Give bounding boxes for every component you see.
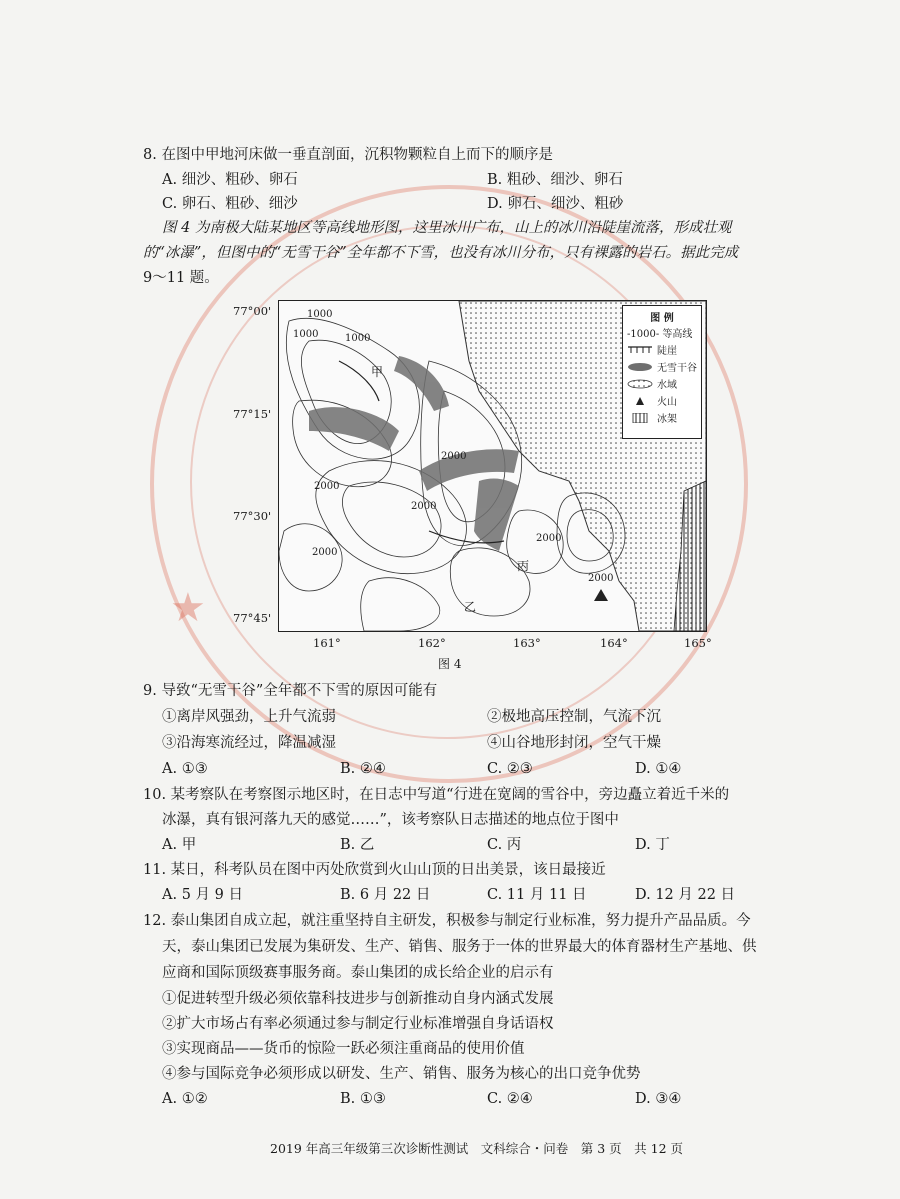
q11-option-c: C. 11 月 11 日 [487,887,587,903]
legend-item-volcano [623,392,701,409]
q8-option-d: D. 卵石、细沙、粗砂 [487,196,624,212]
legend-water-label: 水域 [657,380,677,391]
q12-stem-line-3: 应商和国际顶级赛事服务商。泰山集团的成长给企业的启示有 [162,965,554,981]
lon-label-163: 163° [513,636,541,650]
lon-label-161: 161° [313,636,341,650]
q9-option-d: D. ①④ [635,761,682,777]
legend-dry-valley-label: 无雪干谷 [657,363,697,374]
q9-statement-4: ④山谷地形封闭，空气干燥 [487,735,661,751]
q12-option-b: B. ①③ [340,1091,386,1107]
q10-option-b: B. 乙 [340,837,375,853]
q9-statement-1: ①离岸风强劲，上升气流弱 [162,709,336,725]
intro-line-3: 9～11 题。 [143,270,219,286]
q9-stem: 9. 导致“无雪干谷”全年都不下雪的原因可能有 [143,683,438,699]
q8-option-a: A. 细沙、粗砂、卵石 [162,172,298,188]
legend-ice-shelf-label: 冰架 [657,414,677,425]
q11-option-d: D. 12 月 22 日 [635,887,736,903]
q12-statement-2: ②扩大市场占有率必须通过参与制定行业标准增强自身话语权 [162,1016,554,1032]
q12-statement-4: ④参与国际竞争必须形成以研发、生产、销售、服务为核心的出口竞争优势 [162,1066,641,1082]
legend-contour-label: -1000- 等高线 [627,329,693,340]
water-symbol-icon [627,379,653,389]
intro-line-1: 图 4 为南极大陆某地区等高线地形图，这里冰川广布，山上的冰川沿陡崖流落，形成壮观 [162,220,732,236]
cliff-symbol-icon [627,345,653,355]
q8-stem: 8. 在图中甲地河床做一垂直剖面，沉积物颗粒自上而下的顺序是 [143,147,553,163]
legend-item-dry-valley [623,358,701,375]
dry-valley-symbol-icon [627,362,653,372]
q12-option-d: D. ③④ [635,1091,682,1107]
q8-option-b: B. 粗砂、细沙、卵石 [487,172,623,188]
legend-title: 图 例 [650,313,674,324]
q10-stem-line-2: 冰瀑，真有银河落九天的感觉……”，该考察队日志描述的地点位于图中 [162,812,619,828]
q9-option-c: C. ②③ [487,761,533,777]
volcano-symbol-icon [627,396,653,406]
q10-stem-line-1: 10. 某考察队在考察图示地区时，在日志中写道“行进在宽阔的雪谷中，旁边矗立着近千米的 [143,787,730,803]
lon-label-165: 165° [684,636,712,650]
q10-option-c: C. 丙 [487,837,522,853]
page-footer: 2019 年高三年级第三次诊断性测试 文科综合・问卷 第 3 页 共 12 页 [270,1141,684,1156]
contour-label: 1000 [307,309,333,320]
q10-option-d: D. 丁 [635,837,670,853]
q11-stem: 11. 某日，科考队员在图中丙处欣赏到火山山顶的日出美景，该日最接近 [143,862,606,878]
map-legend [622,305,702,439]
q12-option-c: C. ②④ [487,1091,533,1107]
legend-item-cliff [623,341,701,358]
contour-label: 2000 [536,533,562,544]
lat-label-77-00: 77°00' [233,304,272,318]
contour-label: 2000 [312,547,338,558]
contour-label: 2000 [314,481,340,492]
volcano-icon [594,589,608,601]
contour-label: 1000 [345,333,371,344]
q9-statement-2: ②极地高压控制，气流下沉 [487,709,661,725]
place-label-jia: 甲 [371,365,384,379]
q9-statement-3: ③沿海寒流经过，降温减湿 [162,735,336,751]
q9-option-b: B. ②④ [340,761,386,777]
lon-label-164: 164° [600,636,628,650]
lat-label-77-15: 77°15' [233,407,272,421]
legend-cliff-label: 陡崖 [657,346,677,357]
q11-option-b: B. 6 月 22 日 [340,887,431,903]
contour-label: 2000 [588,573,614,584]
q8-option-c: C. 卵石、粗砂、细沙 [162,196,298,212]
ice-shelf-symbol-icon [627,413,653,423]
contour-label: 2000 [411,501,437,512]
contour-label: 1000 [293,329,319,340]
place-label-yi: 乙 [464,600,477,614]
legend-item-water [623,375,701,392]
lon-label-162: 162° [418,636,446,650]
q12-stem-line-2: 天，泰山集团已发展为集研发、生产、销售、服务于一体的世界最大的体育器材生产基地、供 [162,939,757,955]
q12-statement-3: ③实现商品——货币的惊险一跃必须注重商品的使用价值 [162,1041,525,1057]
q10-option-a: A. 甲 [162,837,197,853]
watermark-star-icon: ★ [170,585,206,631]
intro-line-2: 的“冰瀑”，但图中的“无雪干谷”全年都不下雪，也没有冰川分布，只有裸露的岩石。据此完成 [143,245,739,261]
q12-stem-line-1: 12. 泰山集团自成立起，就注重坚持自主研发，积极参与制定行业标准，努力提升产品品质。今 [143,913,751,929]
legend-item-contour [623,324,701,341]
lat-label-77-45: 77°45' [233,611,272,625]
q9-option-a: A. ①③ [162,761,208,777]
legend-volcano-label: 火山 [657,397,677,408]
lat-label-77-30: 77°30' [233,509,272,523]
contour-label: 2000 [441,451,467,462]
legend-item-ice-shelf [623,409,701,426]
place-label-bing: 丙 [517,559,530,573]
q12-option-a: A. ①② [162,1091,208,1107]
q11-option-a: A. 5 月 9 日 [162,887,243,903]
figure-caption: 图 4 [438,657,462,671]
topographic-map [278,300,707,632]
q12-statement-1: ①促进转型升级必须依靠科技进步与创新推动自身内涵式发展 [162,991,554,1007]
